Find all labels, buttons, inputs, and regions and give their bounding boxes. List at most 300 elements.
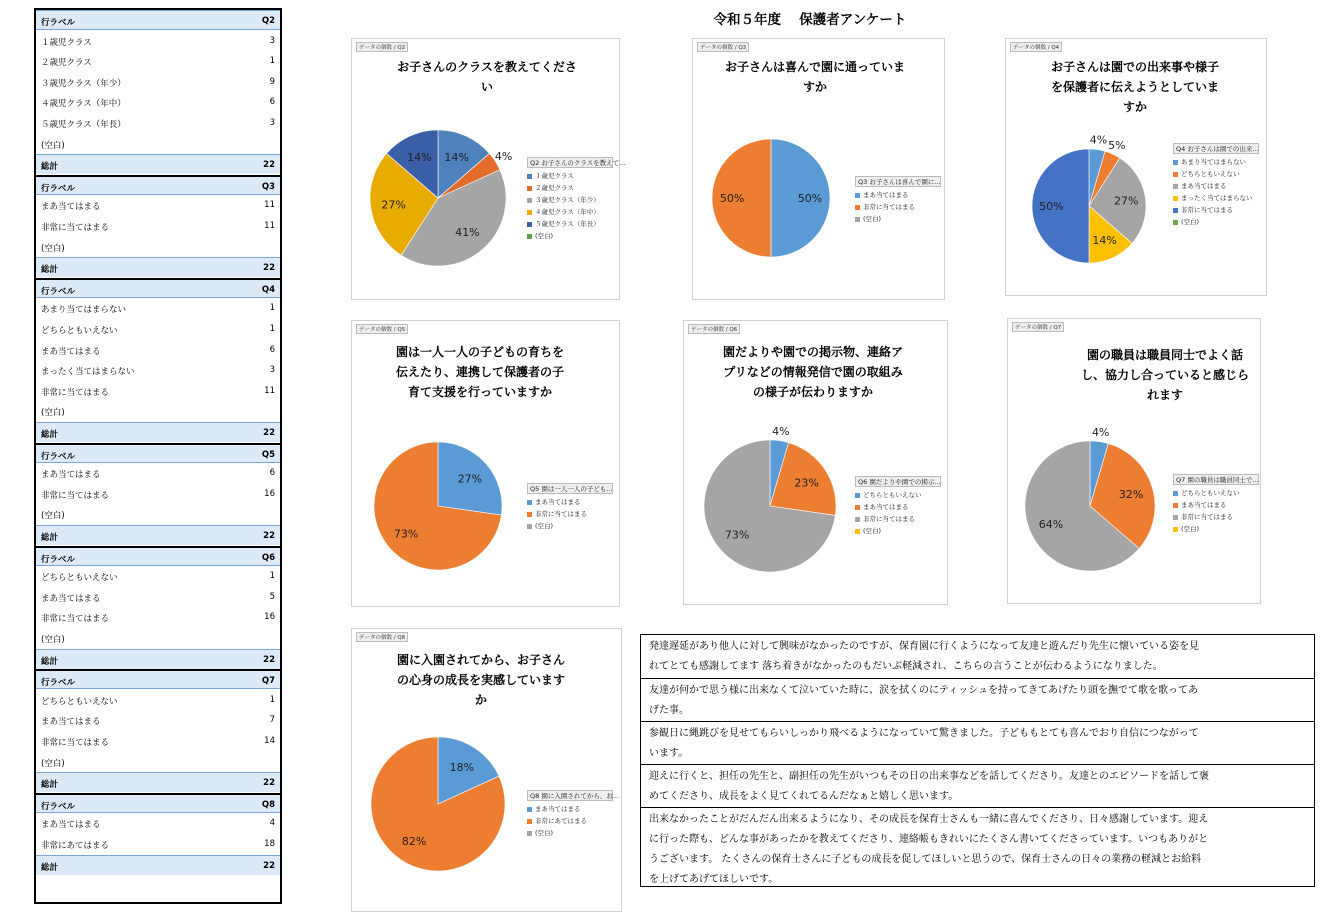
pivot-cell-label: 総計 [41, 780, 59, 791]
legend-item [527, 815, 613, 827]
pivot-row [36, 51, 280, 71]
pivot-cell-label: 非常に当てはまる [41, 490, 110, 501]
pie-data-label: 73% [393, 527, 419, 541]
pie-data-label: 4% [772, 424, 790, 438]
chart-field-tag[interactable]: データの個数 / Q5 [356, 324, 408, 334]
legend-label: ２歳児クラス [535, 184, 574, 192]
legend-swatch [1173, 515, 1178, 520]
legend-swatch [527, 819, 532, 824]
legend-swatch [527, 500, 532, 505]
pivot-cell-label: 行ラベル [41, 451, 76, 462]
legend-item [1173, 204, 1259, 216]
chart-field-tag[interactable]: データの個数 / Q8 [356, 632, 408, 642]
chart-title-line: すか [802, 80, 827, 94]
pie-chart [371, 737, 505, 871]
pivot-row [36, 298, 280, 318]
chart-title-line: お子さんは園での出来事や様子 [1050, 60, 1219, 74]
pie-data-label: 5% [1108, 139, 1126, 153]
pivot-cell-label: まあ当てはまる [41, 717, 101, 728]
chart-title-line: の様子が伝わりますか [752, 385, 873, 399]
legend-label: どちらともいえない [1181, 489, 1240, 497]
legend-item [527, 170, 613, 182]
pie-data-label: 4% [1091, 425, 1110, 439]
pivot-header-row [36, 443, 280, 463]
pivot-row [36, 813, 280, 833]
legend-swatch [527, 186, 532, 191]
pivot-row [36, 113, 280, 133]
pivot-cell-value: 4 [269, 818, 275, 829]
pivot-cell-value: 3 [269, 365, 275, 376]
pivot-total-row [36, 855, 280, 875]
pivot-cell-label: 行ラベル [41, 554, 76, 565]
legend-item [527, 803, 613, 815]
chart-title-line: か [474, 693, 487, 707]
pivot-row [36, 504, 280, 524]
pivot-cell-value: 1 [269, 571, 275, 582]
legend-item [855, 525, 941, 537]
legend-label: ３歳児クラス（年少） [535, 196, 600, 204]
pivot-row [36, 566, 280, 586]
pivot-cell-label: 行ラベル [41, 678, 76, 689]
pivot-header-row [36, 278, 280, 298]
pivot-row [36, 360, 280, 380]
legend-filter-button[interactable]: Q5 園は一人一人の子ども... [527, 483, 613, 494]
legend-item [527, 520, 613, 532]
pivot-row [36, 690, 280, 710]
legend-swatch [1173, 503, 1178, 508]
pie-data-label: 50% [1039, 200, 1064, 213]
legend-filter-button[interactable]: Q4 お子さんは園での出来... [1173, 143, 1259, 154]
pivot-total-row [36, 649, 280, 669]
comment-row [641, 678, 1314, 721]
legend-label: まったく当てはまらない [1181, 194, 1253, 202]
legend-swatch [1173, 196, 1178, 201]
legend-label: (空白) [535, 232, 554, 240]
pivot-cell-label: ５歳児クラス（年長） [41, 120, 126, 130]
pivot-row [36, 72, 280, 92]
legend-label: どちらともいえない [1181, 170, 1240, 178]
chart-field-tag[interactable]: データの個数 / Q7 [1012, 322, 1064, 332]
chart-title-line: 園は一人一人の子どもの育ちを [395, 345, 564, 359]
pivot-cell-label: 総計 [41, 265, 59, 276]
pivot-row [36, 484, 280, 504]
legend-item [1173, 180, 1259, 192]
legend-swatch [855, 217, 860, 222]
legend-item [527, 182, 613, 194]
pivot-cell-label: まったく当てはまらない [41, 367, 135, 378]
legend-label: 非常にあてはまる [535, 817, 587, 825]
pivot-cell-label: 総計 [41, 656, 59, 667]
legend-swatch [527, 807, 532, 812]
comment-line: れてとても感謝してます 落ち着きがなかったのもだいぶ軽減され、こちらの言うことが伝わるようになりました。 [649, 661, 1163, 672]
legend-swatch [527, 234, 532, 239]
legend-label: ５歳児クラス（年長） [535, 220, 600, 228]
pivot-total-row [36, 422, 280, 442]
pie-data-label: 32% [1118, 487, 1144, 501]
chart-legend [855, 176, 941, 225]
legend-item [1173, 499, 1259, 511]
legend-item [1173, 487, 1259, 499]
legend-filter-button[interactable]: Q6 園だよりや園での掲示... [855, 476, 941, 487]
pivot-cell-value: 22 [263, 160, 275, 171]
chart-title-line: れます [1146, 388, 1183, 402]
legend-item [855, 189, 941, 201]
pie-data-label: 41% [455, 225, 480, 239]
pivot-cell-value: 22 [263, 531, 275, 541]
legend-label: 非常に当てはまる [1181, 513, 1233, 521]
chart-legend [527, 157, 626, 242]
legend-item [527, 230, 613, 242]
legend-label: まあ当てはまる [535, 805, 581, 813]
pivot-cell-value: Q6 [261, 552, 275, 563]
comment-line: 友達が何かで思う様に出来なくて泣いていた時に、涙を拭くのにティッシュを持ってきてあげたり頭を撫でて歌を歌ってあ [649, 685, 1198, 696]
pivot-cell-value: Q8 [261, 799, 275, 810]
pivot-row [36, 401, 280, 421]
pie-data-label: 14% [407, 151, 432, 165]
legend-item [527, 827, 613, 839]
pie-chart [704, 424, 836, 572]
chart-field-tag[interactable]: データの個数 / Q4 [1010, 42, 1062, 52]
pivot-cell-value: 1 [269, 324, 275, 334]
pivot-cell-label: ３歳児クラス（年少） [41, 78, 126, 89]
chart-title-line: プリなどの情報発信で園の取組み [723, 365, 903, 379]
chart-title [372, 57, 602, 97]
comment-line: 出来なかったことがだんだん出来るようになり、その成長を保育士さんも一緒に喜んでくださり、日々感謝しています。迎え [649, 814, 1209, 825]
legend-item [1173, 156, 1259, 168]
pivot-cell-value: 16 [264, 488, 275, 499]
pivot-row [36, 752, 280, 772]
pivot-row [36, 587, 280, 607]
pivot-total-row [36, 772, 280, 792]
legend-label: (空白) [535, 829, 554, 837]
chart-title [356, 650, 606, 710]
comment-line: を上げてあげてほしいです。 [649, 874, 779, 885]
pivot-row [36, 31, 280, 51]
comment-line: 迎えに行くと、担任の先生と、副担任の先生がいつもその日の出来事などを話してくださり。友達とのエピソードを話して褒 [649, 771, 1209, 782]
pivot-cell-label: 総計 [41, 162, 59, 173]
legend-item [527, 194, 613, 206]
pivot-cell-value: 16 [264, 612, 275, 623]
chart-title-line: すか [1122, 100, 1147, 114]
pivot-cell-value: 22 [263, 860, 275, 871]
legend-swatch [527, 222, 532, 227]
pivot-cell-label: どちらともいえない [41, 573, 118, 584]
pivot-row [36, 92, 280, 112]
pivot-cell-value: 22 [263, 778, 275, 789]
legend-item [855, 213, 941, 225]
pie-chart [712, 139, 830, 257]
pivot-cell-value: 18 [264, 839, 275, 849]
legend-label: ４歳児クラス（年中） [535, 208, 600, 216]
pivot-cell-value: 6 [269, 468, 275, 479]
pivot-cell-label: 行ラベル [41, 18, 76, 28]
pie-data-label: 4% [494, 149, 513, 163]
chart-legend [1173, 143, 1259, 228]
pivot-total-row [36, 154, 280, 174]
legend-swatch [1173, 527, 1178, 532]
pie-data-label: 18% [449, 760, 475, 774]
pivot-cell-value: 11 [264, 385, 275, 396]
chart-title-line: 園の職員は職員同士でよく話 [1086, 348, 1243, 362]
pivot-total-row [36, 257, 280, 277]
legend-swatch [1173, 491, 1178, 496]
legend-item [527, 218, 613, 230]
pie-data-label: 27% [381, 198, 406, 212]
legend-swatch [855, 529, 860, 534]
chart-title-line: 園に入園されてから、お子さん [396, 653, 565, 667]
pivot-table [34, 8, 282, 904]
legend-label: (空白) [1181, 525, 1200, 533]
chart-title-line: お子さんは喜んで園に通っていま [724, 60, 905, 74]
pivot-cell-label: まあ当てはまる [41, 593, 101, 604]
legend-item [1173, 192, 1259, 204]
legend-item [1173, 216, 1259, 228]
legend-item [527, 508, 613, 520]
pivot-header-row [36, 175, 280, 195]
pie-data-label: 27% [1114, 194, 1139, 208]
pivot-row [36, 628, 280, 648]
legend-filter-button[interactable]: Q3 お子さんは喜んで園に... [855, 176, 941, 187]
chart-title [688, 342, 938, 402]
pivot-total-row [36, 525, 280, 545]
pivot-cell-label: 行ラベル [41, 801, 76, 812]
chart-field-tag[interactable]: データの個数 / Q3 [697, 42, 749, 52]
chart-field-tag[interactable]: データの個数 / Q6 [688, 324, 740, 334]
pivot-cell-label: (空白) [41, 511, 65, 522]
legend-swatch [1173, 208, 1178, 213]
legend-label: まあ当てはまる [535, 498, 581, 506]
pivot-cell-value: 7 [269, 715, 275, 726]
pie-chart [1025, 425, 1155, 571]
legend-swatch [855, 505, 860, 510]
pivot-cell-label: まあ当てはまる [41, 346, 101, 357]
chart-title-line: お子さんのクラスを教えてくださ [397, 60, 577, 74]
legend-swatch [527, 210, 532, 215]
legend-item [855, 501, 941, 513]
legend-swatch [855, 193, 860, 198]
pivot-row [36, 216, 280, 236]
legend-swatch [527, 831, 532, 836]
chart-title [700, 57, 930, 97]
comment-row [641, 764, 1314, 807]
pivot-cell-value: 3 [269, 35, 275, 46]
pie-chart [370, 130, 513, 266]
pie-data-label: 27% [457, 472, 483, 486]
pivot-header-row [36, 10, 280, 30]
legend-swatch [855, 493, 860, 498]
comment-line: います。 [649, 748, 689, 759]
pivot-cell-value: 1 [269, 56, 275, 67]
legend-item [1173, 511, 1259, 523]
legend-item [527, 496, 613, 508]
pivot-cell-value: 9 [269, 76, 275, 87]
pivot-header-row [36, 793, 280, 813]
pie-data-label: 14% [444, 151, 469, 165]
legend-item [527, 206, 613, 218]
comment-line: に行った際も、どんな事があったかを教えてくださり、連絡帳もきれいにたくさん書いてくださっています。いつもありがと [649, 834, 1209, 845]
pivot-cell-value: 1 [269, 303, 275, 314]
chart-legend [855, 476, 941, 537]
pivot-row [36, 340, 280, 360]
legend-swatch [1173, 184, 1178, 189]
pivot-cell-value: 3 [269, 118, 275, 128]
legend-label: 非常に当てはまる [863, 203, 915, 211]
chart-title-line: を保護者に伝えようとしていま [1050, 80, 1219, 94]
pivot-cell-label: 非常にあてはまる [41, 841, 110, 851]
pie-data-label: 50% [719, 192, 745, 205]
pivot-row [36, 319, 280, 339]
pivot-cell-label: １歳児クラス [41, 37, 92, 48]
pivot-cell-value: 14 [264, 736, 275, 746]
pivot-cell-label: ４歳児クラス（年中） [41, 99, 126, 110]
chart-title-line: い [480, 80, 493, 94]
legend-label: まあ当てはまる [863, 191, 909, 199]
chart-legend [1173, 474, 1259, 535]
pivot-cell-label: (空白) [41, 635, 65, 645]
pie-data-label: 82% [401, 835, 427, 849]
pivot-row [36, 463, 280, 483]
comment-row [641, 635, 1314, 677]
pivot-cell-label: どちらともいえない [41, 696, 118, 707]
pivot-cell-label: 行ラベル [41, 183, 76, 194]
legend-swatch [1173, 172, 1178, 177]
pie-data-label: 23% [794, 476, 819, 490]
pivot-row [36, 195, 280, 215]
pivot-cell-label: 非常に当てはまる [41, 387, 110, 398]
comment-line: うございます。 たくさんの保育士さんに子どもの成長を促してほしいと思うので、保育士さんの日々の業務の軽減とお給料 [649, 854, 1202, 865]
legend-label: どちらともいえない [863, 491, 922, 499]
pivot-cell-label: 非常に当てはまる [41, 614, 110, 625]
pivot-header-row [36, 669, 280, 689]
chart-title-line: し、協力し合っていると感じら [1080, 368, 1249, 382]
legend-label: まあ当てはまる [1181, 182, 1227, 190]
pivot-row [36, 834, 280, 854]
comment-row [641, 807, 1314, 890]
legend-label: まあ当てはまる [1181, 501, 1227, 509]
pivot-row [36, 731, 280, 751]
chart-legend [527, 790, 620, 839]
pivot-cell-value: 11 [264, 200, 275, 211]
legend-swatch [527, 512, 532, 517]
pivot-cell-label: まあ当てはまる [41, 202, 101, 213]
pivot-row [36, 607, 280, 627]
legend-item [855, 489, 941, 501]
pivot-row [36, 134, 280, 154]
chart-legend [527, 483, 613, 532]
pivot-cell-label: まあ当てはまる [41, 820, 101, 831]
pivot-cell-value: 22 [263, 654, 275, 665]
chart-title [355, 342, 605, 402]
pivot-row [36, 381, 280, 401]
pie-data-label: 14% [1092, 234, 1117, 248]
pivot-cell-label: (空白) [41, 140, 65, 151]
pie-chart [374, 442, 502, 570]
pivot-cell-label: 総計 [41, 430, 59, 440]
pivot-cell-value: 6 [269, 344, 275, 355]
pie-data-label: 73% [724, 528, 750, 542]
legend-filter-button[interactable]: Q8 園に入園されてから、お... [527, 790, 613, 801]
comment-row [641, 721, 1314, 764]
chart-title [1060, 345, 1270, 405]
legend-item [1173, 523, 1259, 535]
pivot-cell-label: 非常に当てはまる [41, 223, 110, 233]
pivot-cell-label: あまり当てはまらない [41, 305, 127, 316]
chart-title-line: 伝えたり、連携して保護者の子 [395, 365, 564, 379]
pivot-cell-label: まあ当てはまる [41, 470, 101, 481]
pivot-cell-label: 行ラベル [41, 286, 76, 297]
pivot-cell-value: 1 [269, 694, 275, 705]
pivot-cell-value: 22 [263, 428, 275, 438]
pivot-cell-value: 11 [264, 221, 275, 231]
pivot-header-row [36, 546, 280, 566]
legend-filter-button[interactable]: Q2 お子さんのクラスを教えて... [527, 157, 613, 168]
legend-filter-button[interactable]: Q7 園の職員は職員同士で... [1173, 474, 1259, 485]
chart-title [1020, 57, 1250, 117]
pivot-cell-value: 6 [269, 97, 275, 108]
pivot-cell-label: 総計 [41, 533, 59, 543]
legend-label: あまり当てはまらない [1181, 158, 1246, 166]
comments-table [640, 634, 1315, 887]
legend-label: 非常に当てはまる [1181, 206, 1233, 214]
pivot-cell-value: Q7 [261, 676, 275, 687]
pivot-cell-label: 総計 [41, 862, 59, 873]
comment-line: めてくださり、成長をよく見てくれてるんだなぁと嬉しく思います。 [649, 791, 959, 802]
comment-line: 参観日に縄跳びを見せてもらいしっかり飛べるようになっていて驚きました。子どももとても喜んでおり自信につながって [649, 728, 1199, 739]
page-title: 令和５年度 保護者アンケート [713, 12, 907, 28]
pivot-cell-label: 非常に当てはまる [41, 738, 110, 748]
comment-line: げた事。 [649, 705, 689, 716]
legend-swatch [1173, 220, 1178, 225]
pie-data-label: 64% [1038, 517, 1064, 531]
pivot-cell-value: Q3 [261, 181, 275, 192]
legend-swatch [527, 174, 532, 179]
legend-label: まあ当てはまる [863, 503, 909, 511]
pivot-cell-label: ２歳児クラス [41, 58, 92, 69]
pivot-cell-value: 5 [269, 591, 275, 602]
pivot-cell-label: どちらともいえない [41, 326, 118, 336]
legend-swatch [527, 524, 532, 529]
pivot-cell-value: Q2 [261, 16, 275, 26]
legend-label: 非常に当てはまる [535, 510, 587, 518]
legend-label: １歳児クラス [535, 172, 574, 180]
legend-swatch [855, 205, 860, 210]
legend-label: 非常に当てはまる [863, 515, 915, 523]
chart-title-line: の心身の成長を実感しています [396, 673, 565, 687]
legend-item [855, 513, 941, 525]
legend-swatch [527, 198, 532, 203]
chart-field-tag[interactable]: データの個数 / Q2 [356, 42, 408, 52]
legend-swatch [1173, 160, 1178, 165]
legend-label: (空白) [535, 522, 554, 530]
pivot-cell-value: 22 [263, 263, 275, 274]
pivot-cell-label: (空白) [41, 243, 65, 254]
chart-title-line: 育て支援を行っていますか [407, 385, 552, 399]
legend-label: (空白) [863, 527, 882, 535]
pivot-cell-label: (空白) [41, 408, 65, 419]
legend-label: (空白) [863, 215, 882, 223]
pivot-cell-label: (空白) [41, 758, 65, 769]
pivot-cell-value: Q4 [261, 284, 275, 295]
legend-swatch [855, 517, 860, 522]
pivot-row [36, 710, 280, 730]
pivot-cell-value: Q5 [261, 449, 275, 460]
comment-line: 発達遅延があり他人に対して興味がなかったのですが、保育園に行くようになって友達と遊んだり先生に懐いている姿を見 [649, 641, 1199, 652]
legend-item [1173, 168, 1259, 180]
pie-data-label: 50% [797, 192, 823, 205]
pivot-row [36, 237, 280, 257]
legend-label: (空白) [1181, 218, 1200, 226]
pie-data-label: 4% [1089, 133, 1108, 147]
